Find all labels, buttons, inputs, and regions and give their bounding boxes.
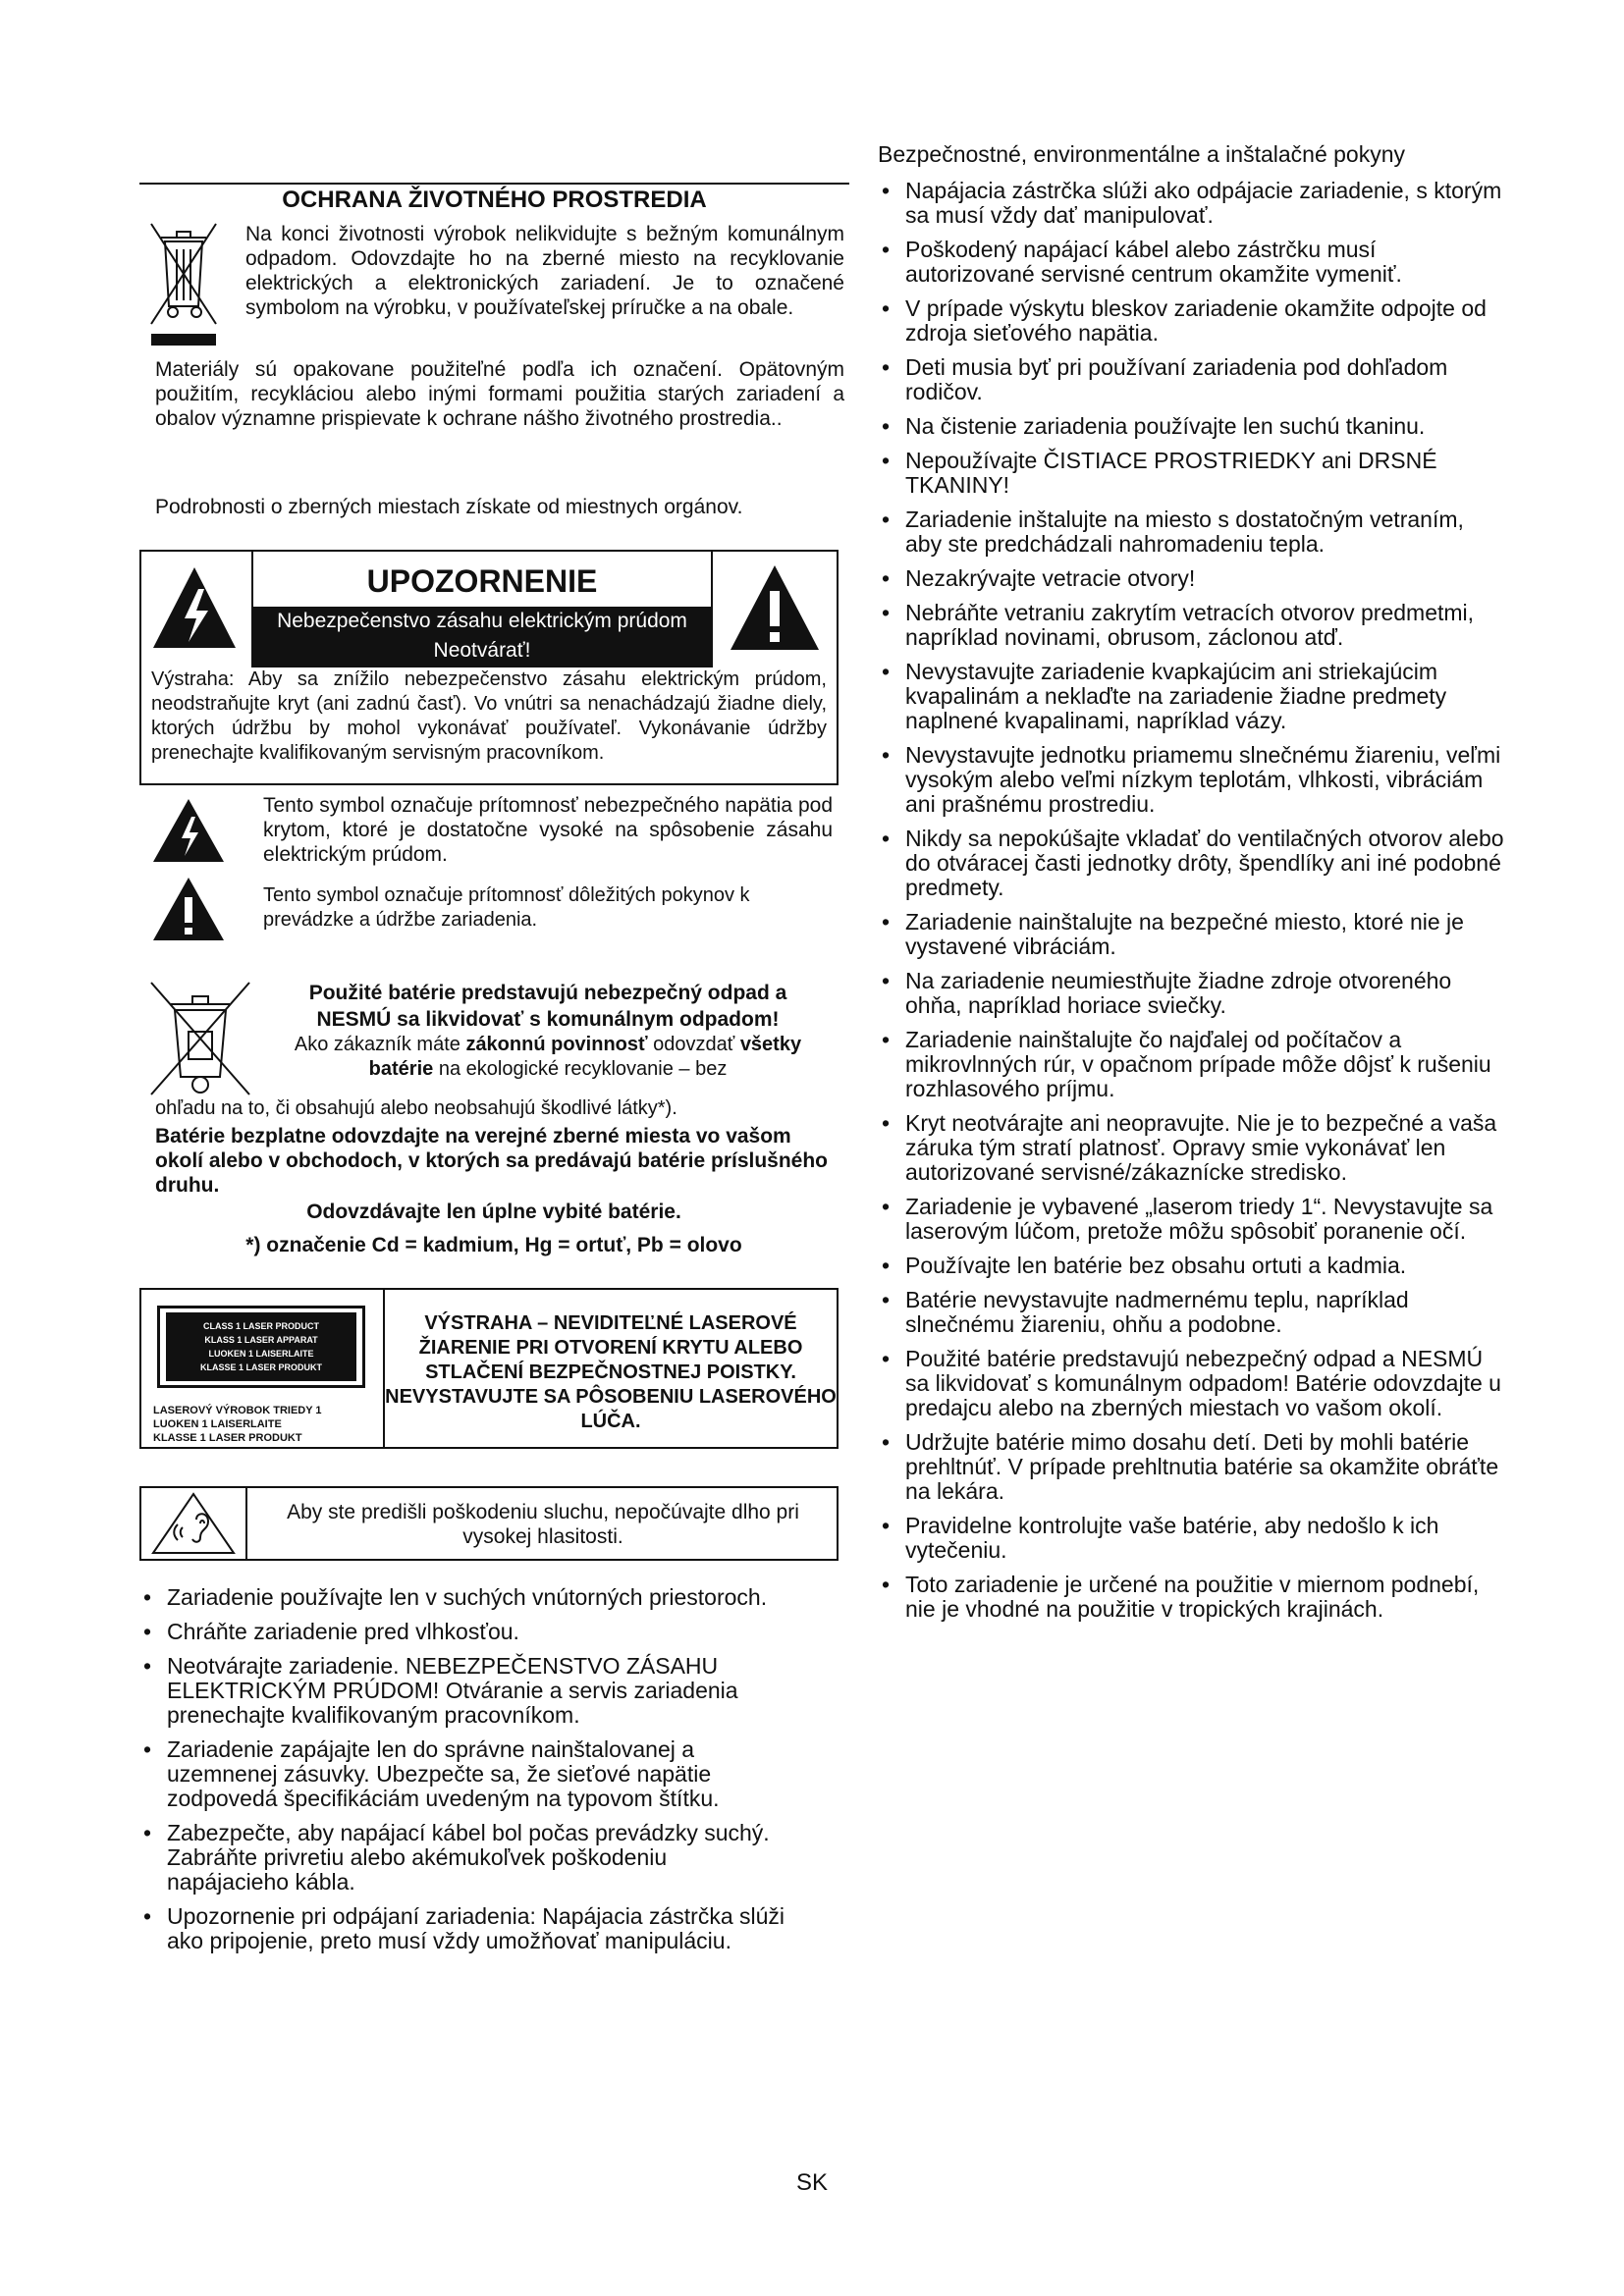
list-item: • Zabezpečte, aby napájací kábel bol počas prevádzky suchý. Zabráňte privretiu alebo akémukoľvek poškodeniu napájacieho kábla. xyxy=(139,1821,787,1895)
exclamation-symbol-icon xyxy=(149,874,228,944)
list-item: • Toto zariadenie je určené na použitie v miernom podnebí, nie je vhodné na použitie v tropických krajinách. xyxy=(878,1573,1506,1622)
battery-law-bold-1: zákonnú povinnosť xyxy=(465,1034,648,1055)
environment-details: Podrobnosti o zberných miestach získate od miestnych orgánov. xyxy=(155,496,743,518)
crossed-bin-icon xyxy=(147,212,220,347)
list-item: • Zariadenie nainštalujte na bezpečné miesto, ktoré nie je vystavené vibráciám. xyxy=(878,910,1506,959)
list-item: • Nikdy sa nepokúšajte vkladať do ventilačných otvorov alebo do otváracej časti jednotky drôty, špendlíky ani iné podobné predmety. xyxy=(878,827,1506,900)
exclamation-warning-icon xyxy=(713,550,837,664)
list-item: • Nepoužívajte ČISTIACE PROSTRIEDKY ani DRSNÉ TKANINY! xyxy=(878,449,1506,498)
laser-label-line: KLASSE 1 LASER PRODUKT xyxy=(199,1362,322,1372)
laser-label-line: CLASS 1 LASER PRODUCT xyxy=(202,1321,319,1331)
battery-law-bold-2: všetky batérie xyxy=(368,1034,802,1080)
battery-law xyxy=(273,1033,823,1082)
battery-only-empty: Odovzdávajte len úplne vybité batérie. xyxy=(306,1201,681,1223)
battery-bin-icon xyxy=(145,977,255,1100)
list-item: • Neotvárajte zariadenie. NEBEZPEČENSTVO ZÁSAHU ELEKTRICKÝM PRÚDOM! Otváranie a servis zariadenia prenechajte kvalifikovaným pracovníkom. xyxy=(139,1654,787,1728)
list-item: • Použité batérie predstavujú nebezpečný odpad a NESMÚ sa likvidovať s komunálnym odpadom! Batérie odovzdajte u predajcu alebo na zberných miestach vo vašom okolí. xyxy=(878,1347,1506,1420)
environment-title: OCHRANA ŽIVOTNÉHO PROSTREDIA xyxy=(282,187,707,213)
lightning-symbol-icon xyxy=(149,795,228,866)
ear-warning-icon xyxy=(149,1490,238,1557)
list-item: • Chráňte zariadenie pred vlhkosťou. xyxy=(139,1620,787,1644)
laser-warning-text: VÝSTRAHA – NEVIDITEĽNÉ LASEROVÉ ŽIARENIE PRI OTVORENÍ KRYTU ALEBO STLAČENÍ BEZPEČNOSTNEJ POISTKY. NEVYSTAVUJTE SA PÔSOBENIU LASEROVÉHO LÚČA. xyxy=(385,1312,837,1432)
list-item: • Kryt neotvárajte ani neopravujte. Nie je to bezpečné a vaša záruka tým stratí platnosť. Opravy smie vykonávať len autorizované servisné/zákaznícke stredisko. xyxy=(878,1111,1506,1185)
list-item: • Zariadenie je vybavené „laserom triedy 1“. Nevystavujte sa laserovým lúčom, pretože môžu spôsobiť poranenie očí. xyxy=(878,1195,1506,1244)
left-safety-list xyxy=(139,1585,787,1963)
list-item: • Zariadenie nainštalujte čo najďalej od počítačov a mikrovlnných rúr, v opačnom prípade môže dôjsť k rušeniu rozhlasového príjmu. xyxy=(878,1028,1506,1101)
list-item: • Nevystavujte zariadenie kvapkajúcim ani striekajúcim kvapalinám a neklaďte na zariadenie žiadne predmety naplnené kvapalinami, napríklad vázy. xyxy=(878,660,1506,733)
list-item: • Napájacia zástrčka slúži ako odpájacie zariadenie, s ktorým sa musí vždy dať manipulovať. xyxy=(878,179,1506,228)
list-item: • Nebráňte vetraniu zakrytím vetracích otvorov predmetmi, napríklad novinami, obrusom, záclonou atď. xyxy=(878,601,1506,650)
battery-law-prefix: Ako zákazník máte xyxy=(294,1034,466,1055)
laser-label-line: LUOKEN 1 LAISERLAITE xyxy=(208,1349,314,1359)
warning-left-cell xyxy=(139,550,253,667)
list-item: • Pravidelne kontrolujte vaše batérie, aby nedošlo k ich vytečeniu. xyxy=(878,1514,1506,1563)
battery-marks: *) označenie Cd = kadmium, Hg = ortuť, Pb = olovo xyxy=(245,1234,742,1256)
warning-text: Výstraha: Aby sa znížilo nebezpečenstvo zásahu elektrickým prúdom, neodstraňujte kryt (ani zadnú časť). Vo vnútri sa nenachádzajú žiadne diely, ktorých údržbu by mohol vykonávať používateľ. Vykonávanie údržby prenechajte kvalifikovaným servisným pracovníkom. xyxy=(151,668,827,764)
list-item: • Nezakrývajte vetracie otvory! xyxy=(878,566,1506,591)
list-item: • Batérie nevystavujte nadmernému teplu, napríklad slnečnému žiareniu, ohňu a podobne. xyxy=(878,1288,1506,1337)
list-item: • Nevystavujte jednotku priamemu slnečnému žiareniu, veľmi vysokým alebo veľmi nízkym teplotám, vlhkosti, vibráciám ani prašnému prostrediu. xyxy=(878,743,1506,817)
battery-heading: Použité batérie predstavujú nebezpečný odpad a NESMÚ sa likvidovať s komunálnym odpadom! xyxy=(308,982,787,1031)
warning-subtitle: Nebezpečenstvo zásahu elektrickým prúdom Neotvárať! xyxy=(253,607,711,667)
list-item: • Udržujte batérie mimo dosahu detí. Deti by mohli batérie prehltnúť. V prípade prehltnutia batérie sa okamžite obráťte na lekára. xyxy=(878,1430,1506,1504)
lightning-warning-icon xyxy=(139,550,249,664)
list-item: • Poškodený napájací kábel alebo zástrčku musí autorizované servisné centrum okamžite vymeniť. xyxy=(878,238,1506,287)
instructions-symbol-text: Tento symbol označuje prítomnosť dôležitých pokynov k prevádzke a údržbe zariadenia. xyxy=(263,884,750,931)
battery-law-continued: ohľadu na to, či obsahujú alebo neobsahujú škodlivé látky*). xyxy=(155,1097,677,1119)
environment-materials: Materiály sú opakovane použiteľné podľa ich označení. Opätovným použitím, recykláciou alebo inými formami použitia starých zariadení a obalov významne prispievate k ochrane nášho životného prostredia.. xyxy=(155,358,844,430)
list-item: • Používajte len batérie bez obsahu ortuti a kadmia. xyxy=(878,1254,1506,1278)
warning-title: UPOZORNENIE xyxy=(366,563,598,599)
list-item: • Zariadenie zapájajte len do správne nainštalovanej a uzemnenej zásuvky. Ubezpečte sa, že sieťové napätie zodpovedá špecifikáciám uvedeným na typovom štítku. xyxy=(139,1737,787,1811)
page-label: SK xyxy=(795,2169,828,2196)
list-item: • Upozornenie pri odpájaní zariadenia: Napájacia zástrčka slúži ako pripojenie, preto musí vždy umožňovať manipuláciu. xyxy=(139,1904,787,1953)
hearing-text: Aby ste predišli poškodeniu sluchu, nepočúvajte dlho pri vysokej hlasitosti. xyxy=(287,1501,799,1548)
hearing-divider xyxy=(245,1486,247,1561)
right-safety-list xyxy=(878,179,1506,1631)
laser-product-line: KLASSE 1 LASER PRODUKT xyxy=(153,1432,302,1444)
list-item: • Na čistenie zariadenia používajte len suchú tkaninu. xyxy=(878,414,1506,439)
voltage-symbol-text: Tento symbol označuje prítomnosť nebezpečného napätia pod krytom, ktoré je dostatočne vysoké na spôsobenie zásahu elektrickým prúdom. xyxy=(263,794,833,866)
laser-product-line: LASEROVÝ VÝROBOK TRIEDY 1 xyxy=(153,1405,322,1416)
laser-product-line: LUOKEN 1 LAISERLAITE xyxy=(153,1418,282,1430)
right-column-heading: Bezpečnostné, environmentálne a inštalačné pokyny xyxy=(878,141,1406,167)
list-item: • Zariadenie inštalujte na miesto s dostatočným vetraním, aby ste predchádzali nahromadeniu tepla. xyxy=(878,507,1506,557)
list-item: • Na zariadenie neumiestňujte žiadne zdroje otvoreného ohňa, napríklad horiace sviečky. xyxy=(878,969,1506,1018)
environment-intro: Na konci životnosti výrobok nelikvidujte s bežným komunálnym odpadom. Odovzdajte ho na zberné miesto na recyklovanie elektrických a elektronických zariadení. Je to označené symbolom na výrobku, v používateľskej príručke a na obale. xyxy=(245,223,844,319)
list-item: • V prípade výskytu bleskov zariadenie okamžite odpojte od zdroja sieťového napätia. xyxy=(878,296,1506,346)
list-item: • Deti musia byť pri používaní zariadenia pod dohľadom rodičov. xyxy=(878,355,1506,404)
environment-top-rule xyxy=(139,183,849,185)
laser-class-label xyxy=(157,1306,365,1388)
battery-law-mid: odovzdať xyxy=(647,1034,740,1055)
laser-label-line: KLASS 1 LASER APPARAT xyxy=(204,1335,318,1345)
battery-law-suffix: na ekologické recyklovanie – bez xyxy=(433,1058,728,1080)
warning-right-cell xyxy=(711,550,839,667)
battery-free-dropoff: Batérie bezplatne odovzdajte na verejné zberné miesta vo vašom okolí alebo v obchodoch, v ktorých sa predávajú batérie príslušného druhu. xyxy=(155,1125,829,1197)
laser-product-list xyxy=(153,1404,381,1445)
list-item: • Zariadenie používajte len v suchých vnútorných priestoroch. xyxy=(139,1585,787,1610)
